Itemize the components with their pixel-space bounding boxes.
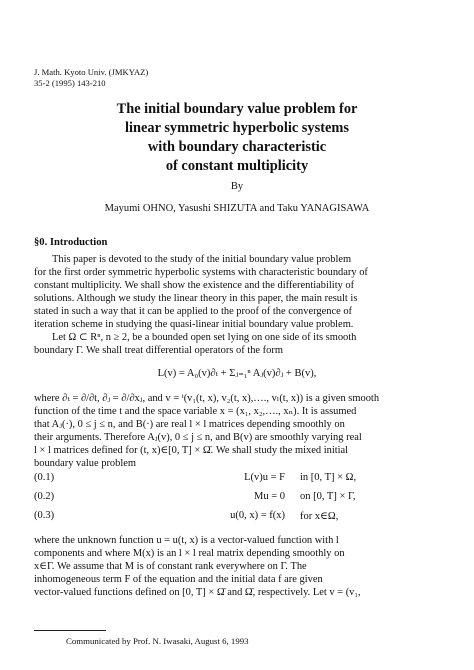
equation-number: (0.2) xyxy=(34,491,55,502)
domain-paragraph xyxy=(34,332,442,358)
assumption-paragraph xyxy=(34,393,442,470)
title-line-1: The initial boundary value problem for xyxy=(116,101,358,117)
section-heading: §0. Introduction xyxy=(34,237,108,248)
domain-line: Let Ω ⊂ Rⁿ, n ≥ 2, be a bounded open set lying on one side of its smooth xyxy=(52,332,357,343)
operator-equation: L(v) = A₀(v)∂ₜ + Σⱼ₌₁ⁿ Aⱼ(v)∂ⱼ + B(v), xyxy=(157,368,317,379)
intro-line: iteration scheme in studying the quasi-linear initial boundary value problem. xyxy=(34,318,354,330)
assumption-line: l × l matrices defined for (t, x)∈[0, T] × Ω̄. We shall study the mixed initial xyxy=(34,444,349,456)
title-line-4: of constant multiplicity xyxy=(165,158,309,174)
assumption-line: that Aⱼ(·), 0 ≤ j ≤ n, and B(·) are real l × l matrices depending smoothly on xyxy=(34,418,345,430)
intro-line: This paper is devoted to the study of the initial boundary value problem xyxy=(52,254,352,265)
unknown-line: where the unknown function u = u(t, x) is a vector-valued function with l xyxy=(34,535,339,546)
paper-title xyxy=(0,100,474,176)
unknown-line: vector-valued functions defined on [0, T] × Ω̄ and Ω̄, respectively. Let v = (v₁, xyxy=(34,586,361,598)
footnote-rule xyxy=(34,630,106,631)
journal-name: J. Math. Kyoto Univ. (JMKYAZ) xyxy=(34,67,149,77)
assumption-line: their arguments. Therefore Aⱼ(v), 0 ≤ j ≤ n, and B(v) are smoothly varying real xyxy=(34,431,362,443)
unknown-paragraph xyxy=(34,535,442,600)
unknown-line: components and where M(x) is an l × l real matrix depending smoothly on xyxy=(34,547,345,559)
unknown-line: x∈Γ. We assume that M is of constant rank everywhere on Γ. The xyxy=(34,560,307,572)
assumption-line: boundary value problem xyxy=(34,457,137,469)
journal-volume: 35-2 (1995) 143-210 xyxy=(34,78,106,88)
title-line-2: linear symmetric hyperbolic systems xyxy=(125,120,349,136)
intro-paragraph xyxy=(34,254,442,331)
intro-line: stated in such a way that it can be applied to the proof of the convergence of xyxy=(34,305,353,317)
by-label: By xyxy=(230,181,244,192)
journal-header xyxy=(34,67,148,89)
author-list: Mayumi OHNO, Yasushi SHIZUTA and Taku YANAGISAWA xyxy=(104,203,370,214)
unknown-line: inhomogeneous term F of the equation and the initial data f are given xyxy=(34,573,323,585)
equation-rhs: on [0, T] × Γ, xyxy=(300,491,356,502)
domain-line: boundary Γ. We shall treat differential operators of the form xyxy=(34,344,283,356)
equation-rhs: for x∈Ω, xyxy=(300,511,339,522)
equation-lhs: u(0, x) = f(x) xyxy=(230,510,285,521)
equation-number: (0.3) xyxy=(34,510,55,521)
equation-lhs: L(v)u = F xyxy=(244,472,285,483)
communication-footnote: Communicated by Prof. N. Iwasaki, August 6, 1993 xyxy=(66,636,249,646)
intro-line: constant multiplicity. We shall show the existence and the differentiability of xyxy=(34,279,355,291)
title-line-3: with boundary characteristic xyxy=(147,139,327,155)
intro-line: for the first order symmetric hyperbolic systems with characteristic boundary of xyxy=(34,266,368,278)
intro-line: solutions. Although we study the linear theory in this paper, the main result is xyxy=(34,292,358,304)
equation-rhs: in [0, T] × Ω, xyxy=(300,472,357,483)
assumption-line: where ∂ₜ = ∂/∂t, ∂ⱼ = ∂/∂xⱼ, and v = ᵗ(v₁(t, x), v₂(t, x),…., vₗ(t, x)) is a given smooth xyxy=(34,393,380,404)
equation-lhs: Mu = 0 xyxy=(253,491,285,502)
assumption-line: function of the time t and the space variable x = (x₁, x₂,…., xₙ). It is assumed xyxy=(34,405,357,417)
equation-number: (0.1) xyxy=(34,472,55,483)
